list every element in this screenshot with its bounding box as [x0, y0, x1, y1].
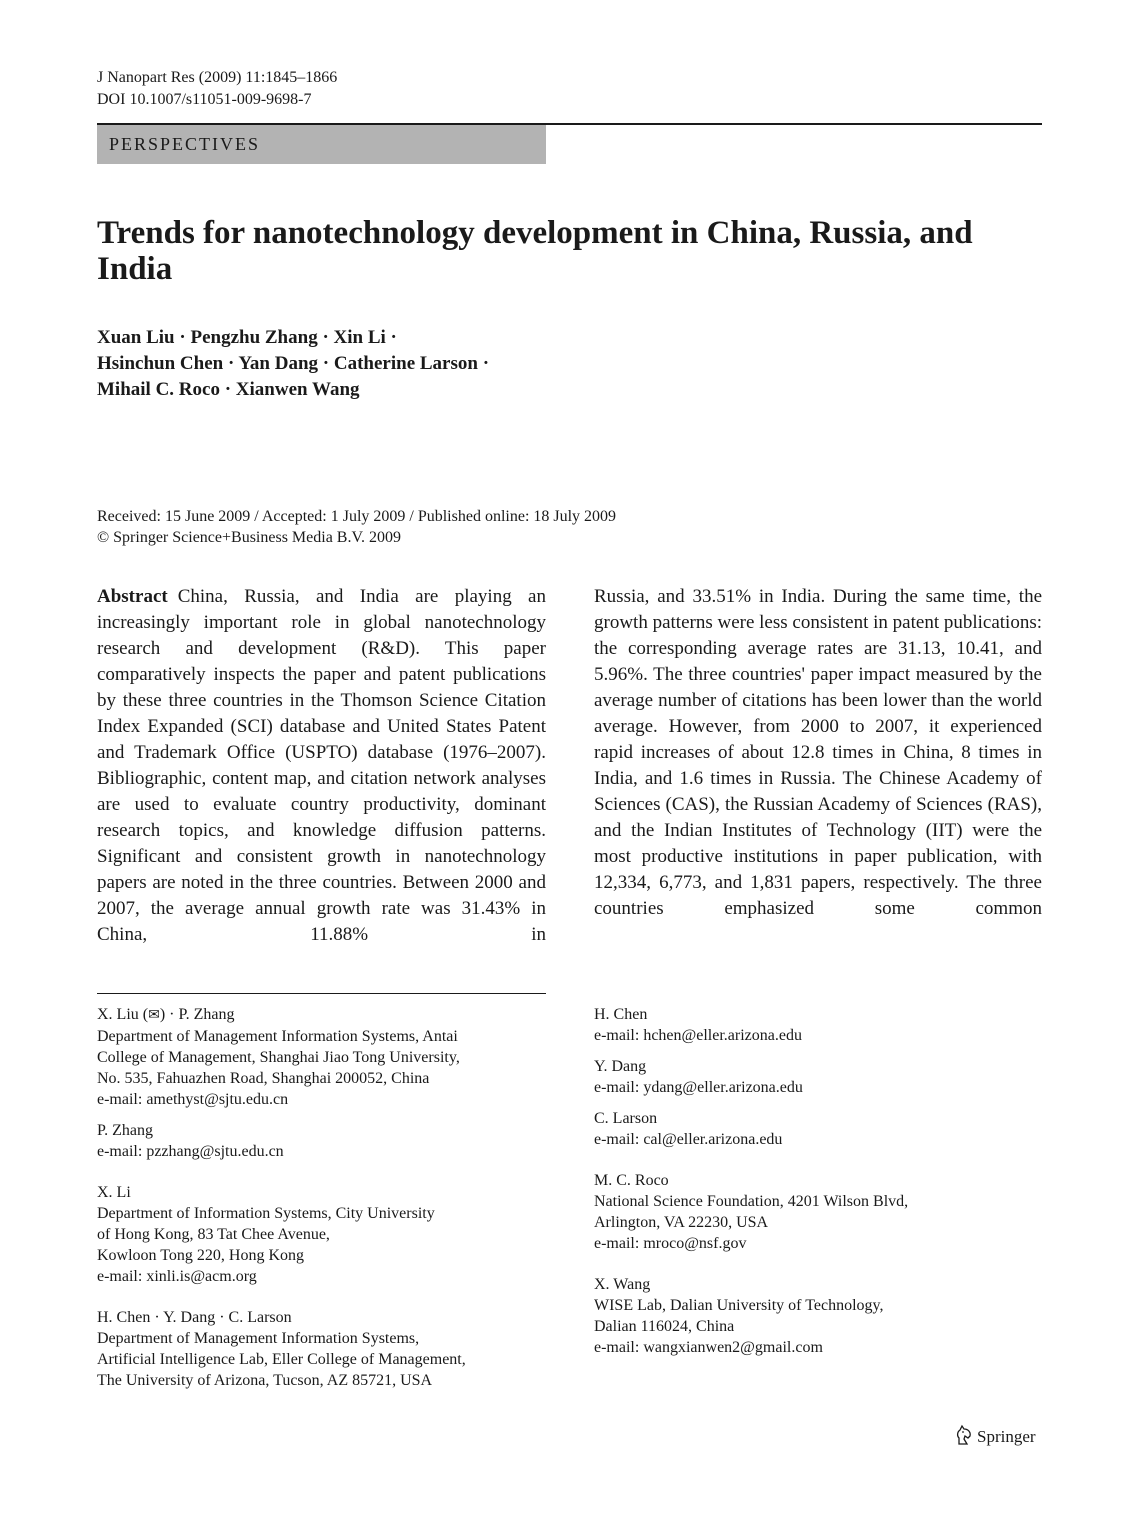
publication-dates: Received: 15 June 2009 / Accepted: 1 July 2009 / Published online: 18 July 2009 — [97, 508, 617, 525]
affiliation-zhang — [97, 1120, 546, 1162]
email: e-mail: amethyst@sjtu.edu.cn — [97, 1091, 289, 1108]
author-name: X. Wang — [594, 1276, 651, 1293]
affiliation-line: No. 535, Fahuazhen Road, Shanghai 200052, China — [97, 1070, 430, 1087]
author-line: Xuan Liu · Pengzhu Zhang · Xin Li · — [97, 327, 397, 348]
email: e-mail: ydang@eller.arizona.edu — [594, 1079, 803, 1096]
affiliation-wang — [594, 1274, 1042, 1358]
affiliation-arizona — [97, 1307, 546, 1391]
affiliations-right — [594, 1004, 1042, 1368]
affiliation-dang — [594, 1056, 1042, 1098]
author-name: X. Li — [97, 1184, 131, 1201]
author-name: P. Zhang — [97, 1122, 153, 1139]
author-name: · P. Zhang — [165, 1006, 235, 1023]
publisher-name: Springer — [977, 1427, 1036, 1446]
affiliation-line: Department of Management Information Systems, — [97, 1330, 420, 1347]
author-name: Y. Dang — [594, 1058, 647, 1075]
affiliation-line: Dalian 116024, China — [594, 1318, 735, 1335]
author-line: Mihail C. Roco · Xianwen Wang — [97, 379, 360, 400]
journal-reference: J Nanopart Res (2009) 11:1845–1866 — [97, 69, 338, 86]
email: e-mail: hchen@eller.arizona.edu — [594, 1027, 802, 1044]
affiliation-line: College of Management, Shanghai Jiao Tong University, — [97, 1049, 460, 1066]
abstract-left-column — [97, 584, 546, 948]
affiliation-line: of Hong Kong, 83 Tat Chee Avenue, — [97, 1226, 330, 1243]
affiliation-line: The University of Arizona, Tucson, AZ 85721, USA — [97, 1372, 433, 1389]
author-name: X. Liu — [97, 1006, 139, 1023]
email: e-mail: cal@eller.arizona.edu — [594, 1131, 783, 1148]
abstract-label: Abstract — [97, 586, 168, 607]
affiliation-roco — [594, 1170, 1042, 1254]
affiliation-line: National Science Foundation, 4201 Wilson Blvd, — [594, 1193, 909, 1210]
email: e-mail: xinli.is@acm.org — [97, 1268, 257, 1285]
author-name: H. Chen · Y. Dang · C. Larson — [97, 1309, 292, 1326]
doi: DOI 10.1007/s11051-009-9698-7 — [97, 91, 312, 108]
affiliations-left — [97, 1004, 546, 1401]
affiliation-line: Department of Management Information Systems, Antai — [97, 1028, 458, 1045]
affiliation-line: Kowloon Tong 220, Hong Kong — [97, 1247, 305, 1264]
author-line: Hsinchun Chen · Yan Dang · Catherine Larson · — [97, 353, 490, 374]
author-name: H. Chen — [594, 1006, 648, 1023]
affiliation-chen — [594, 1004, 1042, 1046]
affiliation-line: Arlington, VA 22230, USA — [594, 1214, 769, 1231]
email: e-mail: wangxianwen2@gmail.com — [594, 1339, 823, 1356]
email: e-mail: pzzhang@sjtu.edu.cn — [97, 1143, 284, 1160]
envelope-icon: ✉ — [148, 1008, 160, 1023]
abstract-text: China, Russia, and India are playing an increasingly important role in global nanotechnology research and development (R&D). This paper comparatively inspects the paper and patent publications by these three countries in the Thomson Science Citation Index Expanded (SCI) database and United States Patent and Trademark Office (USPTO) database (1976–2007). Bibliographic, content map, and citation network analyses are used to evaluate country productivity, dominant research topics, and knowledge diffusion patterns. Significant and consistent growth in nanotechnology papers are noted in the three countries. Between 2000 and 2007, the average annual growth rate was 31.43% in China, 11.88% in — [97, 586, 546, 945]
publisher-logo — [955, 1424, 1036, 1449]
affiliation-line: Department of Information Systems, City University — [97, 1205, 435, 1222]
affiliation-line: Artificial Intelligence Lab, Eller College of Management, — [97, 1351, 466, 1368]
springer-knight-icon — [955, 1424, 973, 1446]
affiliation-line: WISE Lab, Dalian University of Technology, — [594, 1297, 884, 1314]
email: e-mail: mroco@nsf.gov — [594, 1235, 747, 1252]
affiliation-li — [97, 1182, 546, 1287]
author-name: C. Larson — [594, 1110, 658, 1127]
author-name: M. C. Roco — [594, 1172, 669, 1189]
footnote-rule — [97, 993, 546, 994]
abstract-right-column: Russia, and 33.51% in India. During the same time, the growth patterns were less consistent in patent publications: the corresponding average rates are 31.13, 10.41, and 5.96%. The three countries' paper impact measured by the average number of citations has been lower than the world average. However, from 2000 to 2007, it experienced rapid increases of about 12.8 times in China, 8 times in India, and 1.6 times in Russia. The Chinese Academy of Sciences (CAS), the Russian Academy of Sciences (RAS), and the Indian Institutes of Technology (IIT) were the most productive institutions in paper publication, with 12,334, 6,773, and 1,831 papers, respectively. The three countries emphasized some common — [594, 586, 1042, 919]
section-label: PERSPECTIVES — [97, 125, 546, 164]
affiliation-liu: X. Liu (✉) · P. Zhang Department of Management Information Systems, Antai College of Management, Shanghai Jiao Tong University, No. 535, Fahuazhen Road, Shanghai 200052, China e-mail: amethyst@sjtu.edu.cn — [97, 1004, 546, 1110]
copyright: © Springer Science+Business Media B.V. 2009 — [97, 529, 401, 546]
paper-title: Trends for nanotechnology development in China, Russia, and India — [97, 215, 973, 287]
affiliation-larson — [594, 1108, 1042, 1150]
